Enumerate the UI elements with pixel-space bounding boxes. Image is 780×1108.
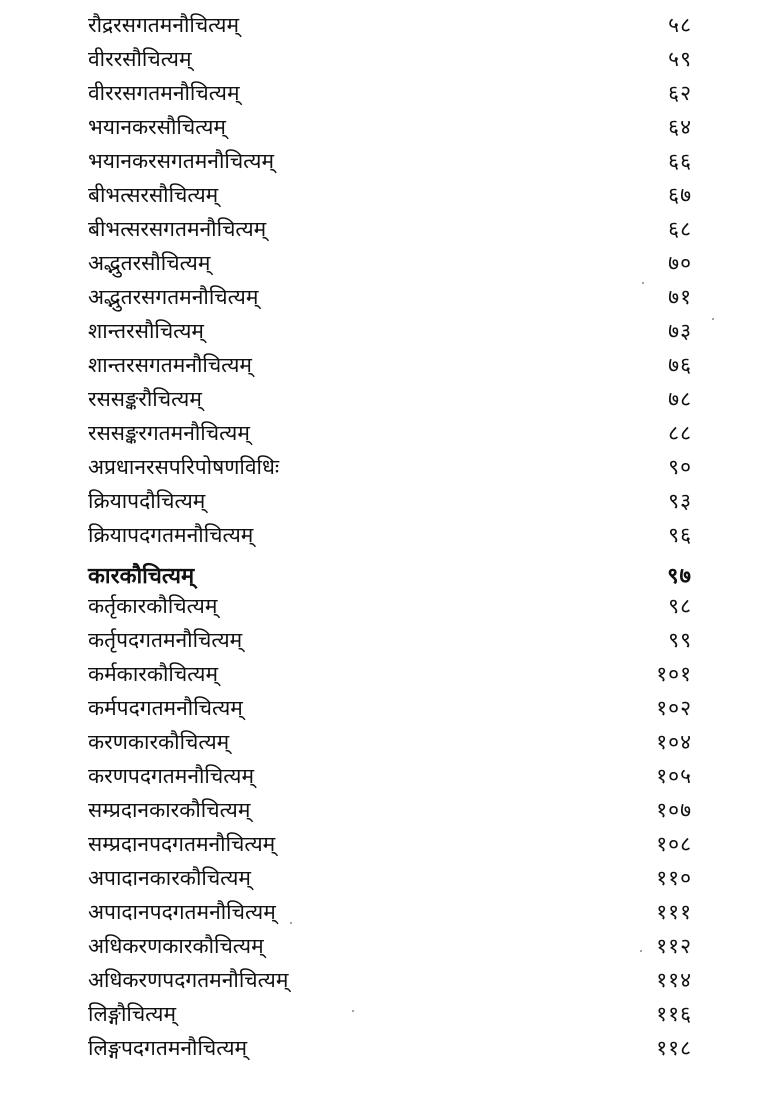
toc-entry-page-number: ९३ — [668, 489, 692, 513]
paper-speck — [642, 282, 644, 284]
toc-entry-page-number: १०४ — [656, 730, 692, 754]
toc-entry-title: लिङ्गपदगतमनौचित्यम् — [88, 1036, 248, 1060]
toc-entry-page-number: ७६ — [668, 353, 692, 377]
toc-entry-title: सम्प्रदानकारकौचित्यम् — [88, 798, 251, 822]
toc-entry-title: भयानकरसौचित्यम् — [88, 115, 226, 139]
toc-entry — [88, 8, 700, 42]
toc-entry-page-number: ११४ — [656, 968, 692, 992]
paper-speck — [290, 922, 292, 924]
toc-entry-page-number: ९० — [668, 455, 692, 479]
toc-entry — [88, 314, 700, 348]
toc-entry-page-number: ११२ — [656, 934, 692, 958]
toc-entry — [88, 997, 700, 1031]
toc-entry-page-number: ६२ — [668, 81, 692, 105]
toc-entry — [88, 484, 700, 518]
toc-entry-title: अधिकरणपदगतमनौचित्यम् — [88, 968, 289, 992]
toc-entry-title: कर्मपदगतमनौचित्यम् — [88, 696, 243, 720]
toc-entry-page-number: ९९ — [668, 628, 692, 652]
toc-entry-title: भयानकरसगतमनौचित्यम् — [88, 149, 274, 173]
toc-entry — [88, 348, 700, 382]
toc-entry-title: रससङ्करौचित्यम् — [88, 387, 202, 411]
toc-entry-page-number: ९८ — [668, 594, 692, 618]
toc-entry — [88, 76, 700, 110]
toc-entry-title: अपादानकारकौचित्यम् — [88, 866, 251, 890]
paper-speck — [640, 950, 642, 952]
toc-entry-page-number: ११० — [656, 866, 692, 890]
toc-entry — [88, 1031, 700, 1065]
toc-entry-page-number: ११८ — [656, 1036, 692, 1060]
toc-entry — [88, 691, 700, 725]
toc-entry-title: लिङ्गौचित्यम् — [88, 1002, 177, 1026]
toc-entry-title: शान्तरसगतमनौचित्यम् — [88, 353, 252, 377]
toc-entry-page-number: ७३ — [668, 319, 692, 343]
toc-entry — [88, 42, 700, 76]
toc-entry — [88, 861, 700, 895]
toc-entry — [88, 759, 700, 793]
toc-entry-page-number: ६४ — [668, 115, 692, 139]
toc-entry — [88, 895, 700, 929]
toc-entry-title: रौद्ररसगतमनौचित्यम् — [88, 13, 240, 37]
toc-entry — [88, 725, 700, 759]
toc-entry — [88, 963, 700, 997]
toc-entry-title: क्रियापदौचित्यम् — [88, 489, 206, 513]
toc-entry-page-number: ८८ — [668, 421, 692, 445]
toc-entry-title: बीभत्सरसौचित्यम् — [88, 183, 219, 207]
toc-entry-page-number: ७८ — [668, 387, 692, 411]
toc-entry-page-number: १०१ — [656, 662, 692, 686]
toc-entry-page-number: ११६ — [656, 1002, 692, 1026]
toc-entry-page-number: १११ — [656, 900, 692, 924]
toc-entry-page-number: १०८ — [656, 832, 692, 856]
toc-entry — [88, 178, 700, 212]
toc-entry — [88, 382, 700, 416]
toc-entry-title: अद्भुतरसगतमनौचित्यम् — [88, 285, 259, 309]
toc-entry — [88, 450, 700, 484]
toc-entry-page-number: ७१ — [668, 285, 692, 309]
toc-entry-title: कारकौचित्यम् — [88, 563, 195, 589]
toc-entry-page-number: ६८ — [668, 217, 692, 241]
toc-entry-title: अधिकरणकारकौचित्यम् — [88, 934, 264, 958]
toc-entry — [88, 110, 700, 144]
toc-entry — [88, 793, 700, 827]
toc-entry-page-number: ७० — [668, 251, 692, 275]
paper-speck — [712, 318, 714, 320]
toc-entry — [88, 280, 700, 314]
toc-entry-title: क्रियापदगतमनौचित्यम् — [88, 523, 254, 547]
toc-section-heading — [88, 552, 700, 589]
toc-entry — [88, 589, 700, 623]
toc-entry — [88, 623, 700, 657]
toc-entry-page-number: ६६ — [668, 149, 692, 173]
toc-entry-title: वीररसौचित्यम् — [88, 47, 192, 71]
toc-entry-title: करणकारकौचित्यम् — [88, 730, 230, 754]
toc-entry — [88, 929, 700, 963]
toc-entry-title: कर्तृकारकौचित्यम् — [88, 594, 218, 618]
toc-entry — [88, 246, 700, 280]
toc-entry-page-number: १०७ — [656, 798, 692, 822]
paper-speck — [352, 1010, 354, 1012]
toc-entry-title: बीभत्सरसगतमनौचित्यम् — [88, 217, 267, 241]
toc-entry-title: वीररसगतमनौचित्यम् — [88, 81, 240, 105]
toc-entry-title: शान्तरसौचित्यम् — [88, 319, 204, 343]
toc-entry-page-number: ५९ — [668, 47, 692, 71]
toc-entry-title: रससङ्करगतमनौचित्यम् — [88, 421, 250, 445]
toc-entry-page-number: ९६ — [668, 523, 692, 547]
toc-entry-page-number: १०२ — [656, 696, 692, 720]
toc-entry-page-number: ५८ — [668, 13, 692, 37]
toc-entry-page-number: ६७ — [668, 183, 692, 207]
toc-entry-title: कर्मकारकौचित्यम् — [88, 662, 219, 686]
toc-entry-title: सम्प्रदानपदगतमनौचित्यम् — [88, 832, 276, 856]
toc-entry-page-number: १०५ — [656, 764, 692, 788]
toc-entry-title: अप्रधानरसपरिपोषणविधिः — [88, 455, 280, 479]
toc-entry-title: अपादानपदगतमनौचित्यम् — [88, 900, 276, 924]
toc-entry-title: अद्भुतरसौचित्यम् — [88, 251, 211, 275]
toc-entry-title: करणपदगतमनौचित्यम् — [88, 764, 255, 788]
toc-entry-page-number: ९७ — [667, 563, 692, 589]
toc-entry — [88, 657, 700, 691]
toc-entry — [88, 144, 700, 178]
toc-entry — [88, 827, 700, 861]
toc-entry-title: कर्तृपदगतमनौचित्यम् — [88, 628, 243, 652]
toc-entry — [88, 518, 700, 552]
toc-entry — [88, 416, 700, 450]
toc-entry — [88, 212, 700, 246]
table-of-contents — [88, 8, 700, 1065]
